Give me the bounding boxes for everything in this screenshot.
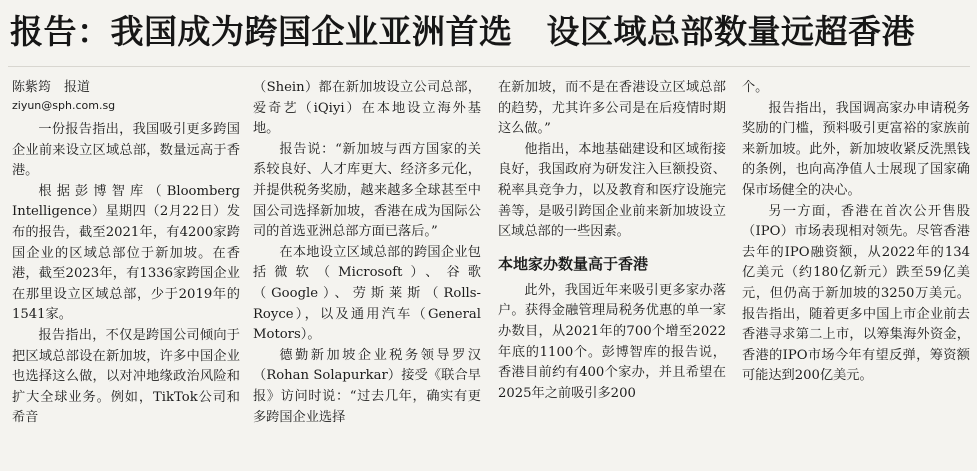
article-column-2 [253,78,481,428]
headline-part-1: 报告：我国成为跨国企业亚洲首选 [10,12,513,51]
paragraph: 根据彭博智库（Bloomberg Intelligence）星期四（2月22日）发布的报告，截至2021年，有4200家跨国企业的区域总部位于新加坡。在香港，截至2023年，有1336家跨国企业在那里设立区域总部，少于2019年的1541家。 [12,183,240,323]
paragraph: 此外，我国近年来吸引更多家办落户。获得金融管理局税务优惠的单一家办数目，从2021年的700个增至2022年底的1100个。彭博智库的报告说，香港目前约有400个家办，并且希望在2025年之前吸引多200 [498,282,726,401]
paragraph: 报告指出，不仅是跨国公司倾向于把区域总部设在新加坡，许多中国企业也选择这么做，以对冲地缘政治风险和扩大全球业务。例如，TikTok公司和希音 [12,327,240,426]
paragraph: 在本地设立区域总部的跨国企业包括微软（Microsoft）、谷歌（Google）、劳斯莱斯（Rolls-Royce），以及通用汽车（General Motors）。 [253,244,481,343]
byline-email: ziyun@sph.com.sg [12,99,116,112]
headline [10,2,970,62]
section-subhead: 本地家办数量高于香港 [498,254,649,273]
article-column-4 [742,78,970,387]
headline-part-2: 设区域总部数量远超香港 [546,12,915,51]
headline-rule [8,66,970,67]
paragraph: 报告指出，我国调高家办申请税务奖励的门槛，预料吸引更富裕的家族前来新加坡。此外，新加坡收紧反洗黑钱的条例，也向高净值人士展现了国家确保市场健全的决心。 [742,100,970,198]
article-column-3 [498,78,726,404]
paragraph: 另一方面，香港在首次公开售股（IPO）市场表现相对领先。尽管香港去年的IPO融资额，从2022年的134亿美元（约180亿新元）跌至59亿美元，但仍高于新加坡的3250万美元。报告指出，随着更多中国上市企业前去香港寻求第二上市，以筹集海外资金，香港的IPO市场今年有望反弹，筹资额可能达到200亿美元。 [742,203,970,384]
paragraph: 一份报告指出，我国吸引更多跨国企业前来设立区域总部，数量远高于香港。 [12,122,240,179]
byline-author: 陈紫筠 报道 [12,80,91,95]
paragraph: 他指出，本地基础建设和区域衔接良好，我国政府为研发注入巨额投资、税率具竞争力，以及教育和医疗设施完善等，是吸引跨国企业前来新加坡设立区域总部的一些因素。 [498,141,726,240]
article-column-1 [12,78,240,429]
paragraph: 德勤新加坡企业税务领导罗汉（Rohan Solapurkar）接受《联合早报》访问时说：“过去几年，确实有更多跨国企业选择 [253,347,481,425]
paragraph-continued: 个。 [742,80,769,95]
paragraph-continued: （Shein）都在新加坡设立公司总部，爱奇艺（iQiyi）在本地设立海外基地。 [253,80,481,137]
paragraph: 报告说：“新加坡与西方国家的关系较良好、人才库更大、经济多元化，并提供税务奖励，越来越多全球甚至中国公司选择新加坡，香港在成为国际公司的首选亚洲总部方面已落后。” [253,141,481,240]
paragraph-continued: 在新加坡，而不是在香港设立区域总部的趋势，尤其许多公司是在后疫情时期这么做。” [498,80,726,137]
